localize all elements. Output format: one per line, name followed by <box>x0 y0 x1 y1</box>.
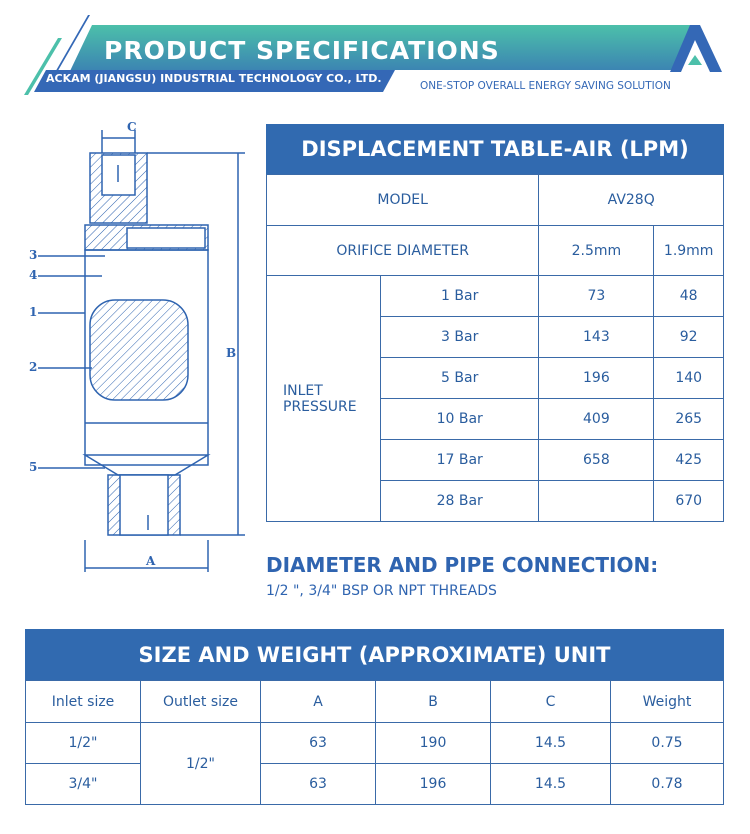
part-label-5: 5 <box>29 460 38 474</box>
connection-title: DIAMETER AND PIPE CONNECTION: <box>266 553 659 577</box>
cell: 14.5 <box>491 764 611 805</box>
pressure-cell: 3 Bar <box>381 317 539 358</box>
part-label-2: 2 <box>29 360 38 374</box>
value-cell: 140 <box>654 358 724 399</box>
inlet-label-line: PRESSURE <box>283 398 357 415</box>
dim-c: C <box>127 120 137 134</box>
column-header: C <box>491 681 611 723</box>
model-value: AV28Q <box>539 175 724 226</box>
orifice-value: 1.9mm <box>654 226 724 276</box>
table-row <box>267 276 724 317</box>
product-diagram <box>20 110 250 580</box>
value-cell: 73 <box>539 276 654 317</box>
value-cell: 143 <box>539 317 654 358</box>
value-cell: 670 <box>654 481 724 522</box>
cell: 1/2" <box>26 723 141 764</box>
pressure-cell: 5 Bar <box>381 358 539 399</box>
displacement-title: DISPLACEMENT TABLE-AIR (LPM) <box>266 124 724 174</box>
connection-text: 1/2 ", 3/4" BSP OR NPT THREADS <box>266 583 497 599</box>
value-cell: 265 <box>654 399 724 440</box>
model-label: MODEL <box>267 175 539 226</box>
orifice-value: 2.5mm <box>539 226 654 276</box>
banner-title: PRODUCT SPECIFICATIONS <box>104 36 500 65</box>
orifice-label: ORIFICE DIAMETER <box>267 226 539 276</box>
part-label-1: 1 <box>29 305 38 319</box>
cell: 0.75 <box>611 723 724 764</box>
cell: 190 <box>376 723 491 764</box>
table-row <box>26 723 724 764</box>
pressure-cell: 1 Bar <box>381 276 539 317</box>
dim-b: B <box>226 346 237 360</box>
value-cell: 425 <box>654 440 724 481</box>
size-table <box>25 680 724 805</box>
cell: 196 <box>376 764 491 805</box>
column-header: A <box>261 681 376 723</box>
cell: 63 <box>261 764 376 805</box>
column-header: Weight <box>611 681 724 723</box>
column-header: Outlet size <box>141 681 261 723</box>
outlet-cell: 1/2" <box>141 723 261 805</box>
company-name: ACKAM (JIANGSU) INDUSTRIAL TECHNOLOGY CO., LTD. <box>46 72 382 85</box>
value-cell: 658 <box>539 440 654 481</box>
cell: 0.78 <box>611 764 724 805</box>
pressure-cell: 10 Bar <box>381 399 539 440</box>
value-cell <box>539 481 654 522</box>
column-header: B <box>376 681 491 723</box>
column-header: Inlet size <box>26 681 141 723</box>
pressure-cell: 28 Bar <box>381 481 539 522</box>
inlet-pressure-label <box>267 276 381 522</box>
slogan: ONE-STOP OVERALL ENERGY SAVING SOLUTION <box>420 80 671 92</box>
cell: 63 <box>261 723 376 764</box>
value-cell: 48 <box>654 276 724 317</box>
value-cell: 92 <box>654 317 724 358</box>
value-cell: 196 <box>539 358 654 399</box>
value-cell: 409 <box>539 399 654 440</box>
dim-a: A <box>146 554 156 568</box>
pressure-cell: 17 Bar <box>381 440 539 481</box>
header-banner <box>0 0 750 110</box>
part-label-4: 4 <box>29 268 38 282</box>
inlet-label-line: INLET <box>283 382 323 399</box>
part-label-3: 3 <box>29 248 38 262</box>
table-row <box>26 764 724 805</box>
displacement-table <box>266 174 724 522</box>
cell: 3/4" <box>26 764 141 805</box>
cell: 14.5 <box>491 723 611 764</box>
size-title: SIZE AND WEIGHT (APPROXIMATE) UNIT <box>25 629 724 680</box>
